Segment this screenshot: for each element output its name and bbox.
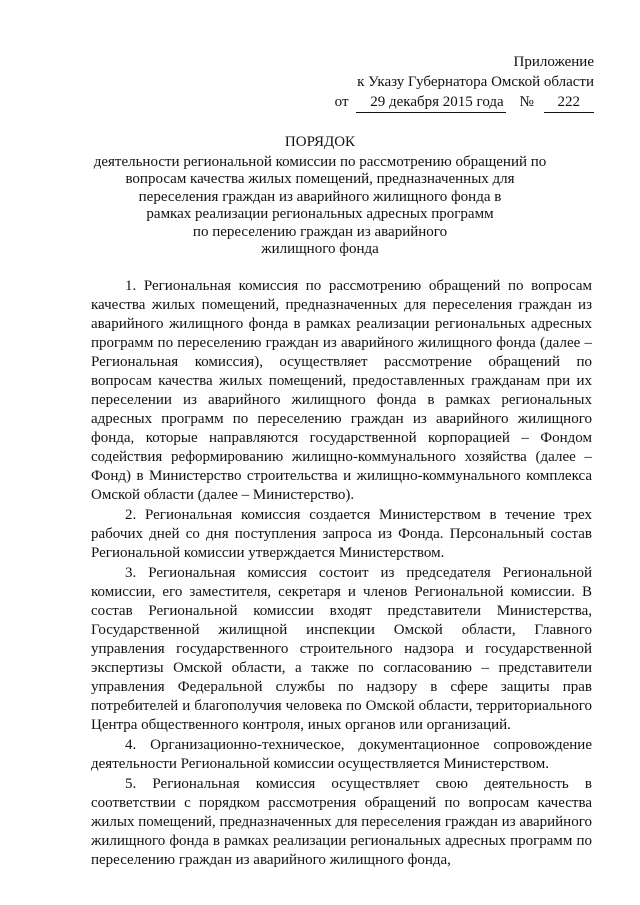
number-label: № — [519, 94, 534, 110]
paragraph-4: 4. Организационно-техническое, документационное сопровождение деятельности Региональной комиссии осуществляется Министерством. — [91, 737, 592, 772]
paragraph-3: 3. Региональная комиссия состоит из председателя Региональной комиссии, его заместителя, секретаря и членов Региональной комиссии. В состав Региональной комиссии входят представители Министерства, Государственной жилищной инспекции Омской области, Главного управления государственного строительного надзора и государственной экспертизы Омской области, а также по согласованию – представители управления Федеральной службы по надзору в сфере защиты прав потребителей и благополучия человека по Омской области, территориального Центра общественного контроля, иных органов или организаций. — [91, 565, 592, 733]
paragraph-5: 5. Региональная комиссия осуществляет свою деятельность в соответствии с порядком рассмотрения обращений по вопросам качества жилых помещений, предназначенных для переселения граждан из аварийного жилищного фонда в рамках реализации региональных адресных программ по переселению граждан из аварийного жилищного фонда, — [91, 776, 592, 868]
title-line: переселения граждан из аварийного жилищного фонда в — [138, 188, 502, 205]
decree-date: 29 декабря 2015 года — [356, 92, 505, 113]
document-body — [91, 277, 592, 870]
title-line: вопросам качества жилых помещений, предназначенных для — [125, 171, 515, 187]
title-line: рамках реализации региональных адресных программ — [146, 206, 494, 222]
decree-number: 222 — [544, 92, 595, 113]
title-line: жилищного фонда — [261, 241, 379, 257]
from-label: от — [334, 94, 349, 110]
appendix-header — [335, 52, 594, 113]
appendix-reference: к Указу Губернатора Омской области — [357, 74, 594, 90]
paragraph-2: 2. Региональная комиссия создается Министерством в течение трех рабочих дней со дня поступления запроса из Фонда. Персональный состав Региональной комиссии утверждается Министерством. — [91, 507, 592, 561]
title-line: по переселению граждан из аварийного — [192, 223, 448, 240]
appendix-title: Приложение — [513, 54, 594, 70]
appendix-date-number — [335, 92, 594, 113]
document-title — [0, 134, 640, 259]
paragraph-1: 1. Региональная комиссия по рассмотрению обращений по вопросам качества жилых помещений, предназначенных для переселения граждан из аварийного жилищного фонда в рамках реализации региональных адресных программ по переселению граждан из аварийного жилищного фонда (далее – Региональная комиссия), осуществляет рассмотрение обращений по вопросам качества жилых помещений, предоставленных гражданам при их переселении из аварийного жилищного фонда в рамках региональных адресных программ по переселению граждан из аварийного жилищного фонда, которые направляются государственной корпорацией – Фондом содействия реформированию жилищно-коммунального хозяйства (далее – Фонд) в Министерство строительства и жилищно-коммунального комплекса Омской области (далее – Министерство). — [91, 278, 592, 503]
title-main: ПОРЯДОК — [284, 134, 356, 150]
title-line: деятельности региональной комиссии по рассмотрению обращений по — [93, 153, 547, 170]
